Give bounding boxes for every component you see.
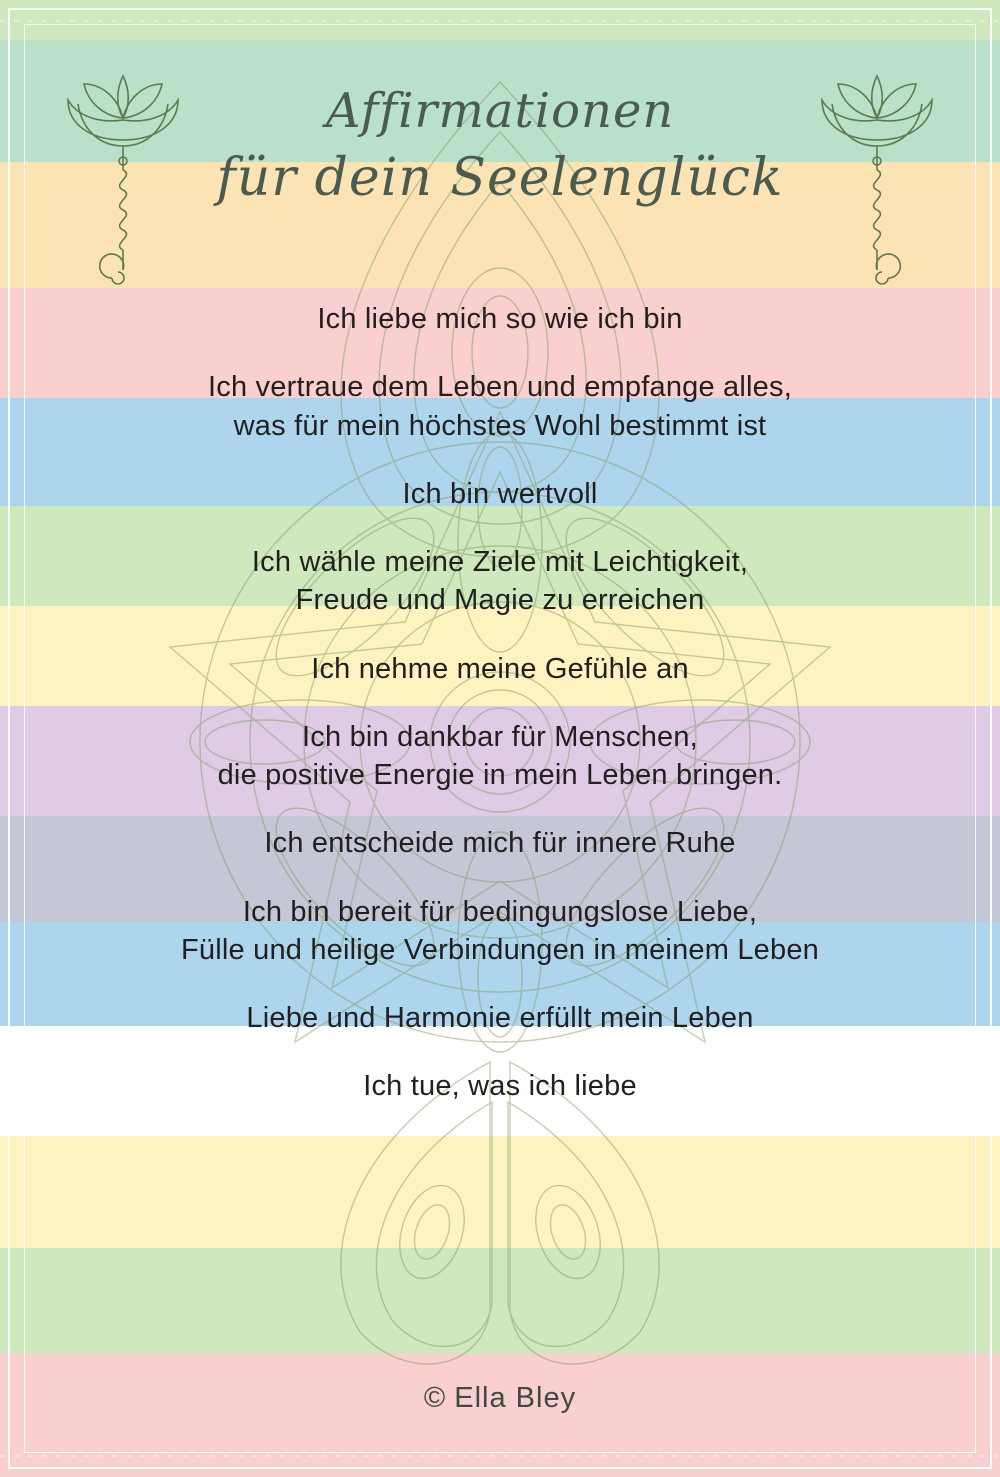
affirmation-item xyxy=(0,475,1000,513)
affirmation-item xyxy=(0,300,1000,338)
affirmation-item xyxy=(0,999,1000,1037)
affirmation-line: die positive Energie in mein Leben bringen. xyxy=(217,759,783,792)
credit xyxy=(0,1382,1000,1415)
page-title xyxy=(0,82,1000,210)
affirmation-line: was für mein höchstes Wohl bestimmt ist xyxy=(233,409,767,442)
affirmation-line: Ich bin dankbar für Menschen, xyxy=(302,720,698,753)
affirmation-line: Ich wähle meine Ziele mit Leichtigkeit, xyxy=(251,546,749,579)
border-dots-top xyxy=(0,14,1000,28)
affirmation-line: Ich liebe mich so wie ich bin xyxy=(317,303,683,335)
affirmation-item xyxy=(0,543,1000,620)
border-dots-bottom xyxy=(0,1449,1000,1463)
affirmation-line: Fülle und heilige Verbindungen in meinem Leben xyxy=(181,933,819,966)
affirmation-line: Ich nehme meine Gefühle an xyxy=(311,652,689,685)
affirmation-line: Ich bin bereit für bedingungslose Liebe, xyxy=(242,895,758,928)
affirmation-line: Ich vertraue dem Leben und empfange alles, xyxy=(208,371,792,404)
affirmation-item xyxy=(0,1067,1000,1105)
affirmation-line: Ich tue, was ich liebe xyxy=(363,1070,637,1103)
copyright-icon: © xyxy=(423,1382,447,1414)
affirmation-item xyxy=(0,718,1000,795)
affirmation-line: Liebe und Harmonie erfüllt mein Leben xyxy=(246,1002,754,1035)
affirmation-item xyxy=(0,368,1000,445)
affirmation-line: Ich entscheide mich für innere Ruhe xyxy=(264,827,736,860)
title-line-1: Affirmationen xyxy=(325,83,675,139)
affirmation-list xyxy=(0,300,1000,1136)
affirmation-line: Freude und Magie zu erreichen xyxy=(295,584,705,617)
affirmation-item xyxy=(0,893,1000,970)
credit-name: Ella Bley xyxy=(454,1382,577,1414)
affirmation-item xyxy=(0,650,1000,688)
affirmation-item xyxy=(0,824,1000,862)
title-line-2: für dein Seelenglück xyxy=(216,147,784,208)
affirmation-line: Ich bin wertvoll xyxy=(402,477,598,510)
